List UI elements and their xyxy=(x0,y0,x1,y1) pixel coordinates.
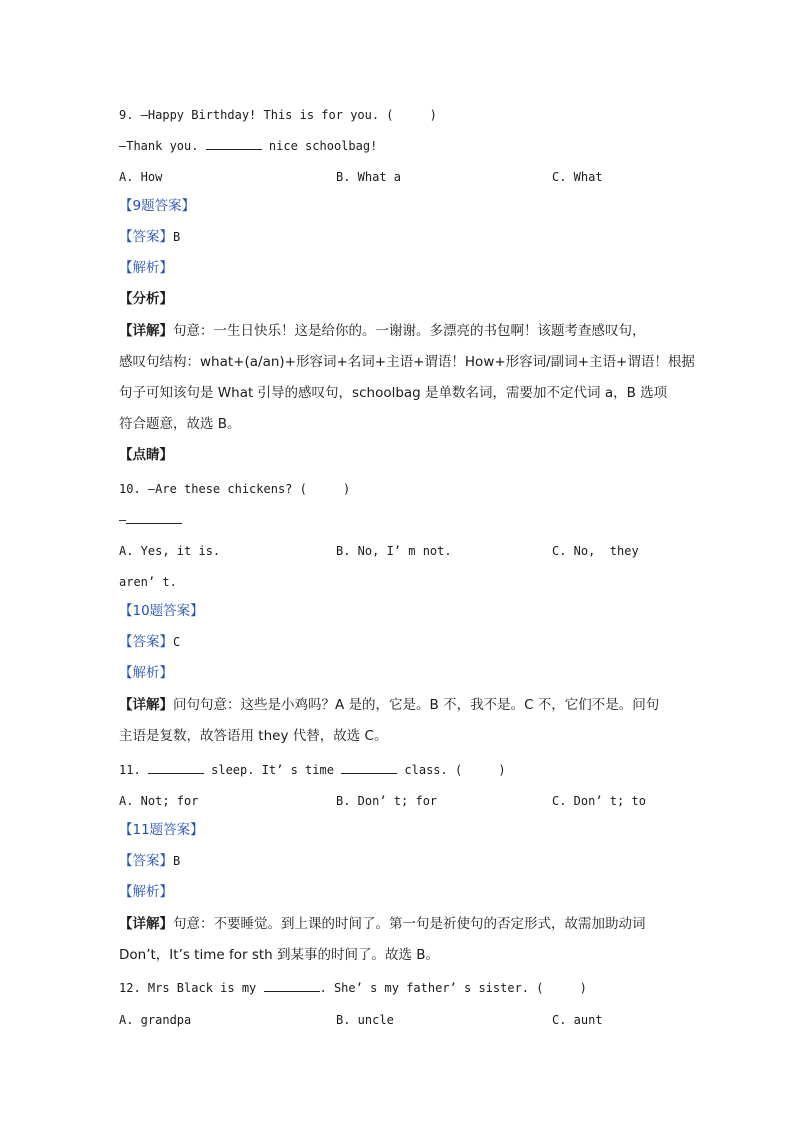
q12-option-a: A. grandpa xyxy=(119,1013,192,1027)
q10-answer-header: 【10题答案】 xyxy=(119,603,204,619)
answer-blank xyxy=(264,979,320,992)
q11-option-a: A. Not; for xyxy=(119,794,199,808)
q11-option-b: B. Don’ t; for xyxy=(336,794,438,808)
q9-detail-line1: 【详解】句意：一生日快乐！这是给你的。一谢谢。多漂亮的书包啊！该题考查感叹句， xyxy=(119,323,646,339)
q11-answer: 【答案】B xyxy=(119,853,181,869)
q9-answer-header: 【9题答案】 xyxy=(119,198,196,214)
q9-fenxi-label: 【分析】 xyxy=(119,291,173,307)
q12-stem: 12. Mrs Black is my . She’ s my father’ s sister. ( ) xyxy=(119,981,587,995)
q9-detail-line4: 符合题意，故选 B。 xyxy=(119,416,241,432)
q11-answer-header: 【11题答案】 xyxy=(119,822,204,838)
q9-option-b: B. What a xyxy=(336,170,402,184)
q10-detail-line1: 【详解】问句句意：这些是小鸡吗？A 是的，它是。B 不，我不是。C 不，它们不是。问句 xyxy=(119,697,660,713)
answer-blank xyxy=(341,761,397,774)
q12-option-b: B. uncle xyxy=(336,1013,394,1027)
q9-option-c: C. What xyxy=(552,170,603,184)
q9-stem-line2: —Thank you. nice schoolbag! xyxy=(119,139,378,153)
q11-option-c: C. Don’ t; to xyxy=(552,794,646,808)
q9-dianjing-label: 【点睛】 xyxy=(119,447,173,463)
q12-option-c: C. aunt xyxy=(552,1013,603,1027)
q10-detail-line2: 主语是复数，故答语用 they 代替，故选 C。 xyxy=(119,728,388,744)
q9-answer: 【答案】B xyxy=(119,229,181,245)
answer-blank xyxy=(126,511,182,524)
q10-option-c: C. No, they xyxy=(552,544,639,558)
answer-blank xyxy=(148,761,204,774)
q9-analysis-label: 【解析】 xyxy=(119,260,173,276)
q9-option-a: A. How xyxy=(119,170,163,184)
q11-stem: 11. sleep. It’ s time class. ( ) xyxy=(119,763,506,777)
answer-blank xyxy=(206,137,262,150)
q10-answer: 【答案】C xyxy=(119,634,181,650)
q9-stem: 9. —Happy Birthday! This is for you. ( ) xyxy=(119,108,437,122)
q11-analysis-label: 【解析】 xyxy=(119,884,173,900)
q11-detail-line2: Don’t，It’s time for sth 到某事的时间了。故选 B。 xyxy=(119,947,440,963)
q10-option-c-wrap: aren’ t. xyxy=(119,575,177,589)
q10-stem: 10. —Are these chickens? ( ) xyxy=(119,482,351,496)
q10-option-a: A. Yes, it is. xyxy=(119,544,221,558)
q9-detail-line2: 感叹句结构：what+(a/an)+形容词+名词+主语+谓语！How+形容词/副词+主语+谓语！根据 xyxy=(119,354,695,370)
q10-option-b: B. No, I’ m not. xyxy=(336,544,452,558)
q10-stem-line2: — xyxy=(119,511,182,529)
q9-detail-line3: 句子可知该句是 What 引导的感叹句，schoolbag 是单数名词，需要加不定代词 a，B 选项 xyxy=(119,385,668,401)
q10-analysis-label: 【解析】 xyxy=(119,665,173,681)
q11-detail-line1: 【详解】句意：不要睡觉。到上课的时间了。第一句是祈使句的否定形式，故需加助动词 xyxy=(119,916,646,932)
